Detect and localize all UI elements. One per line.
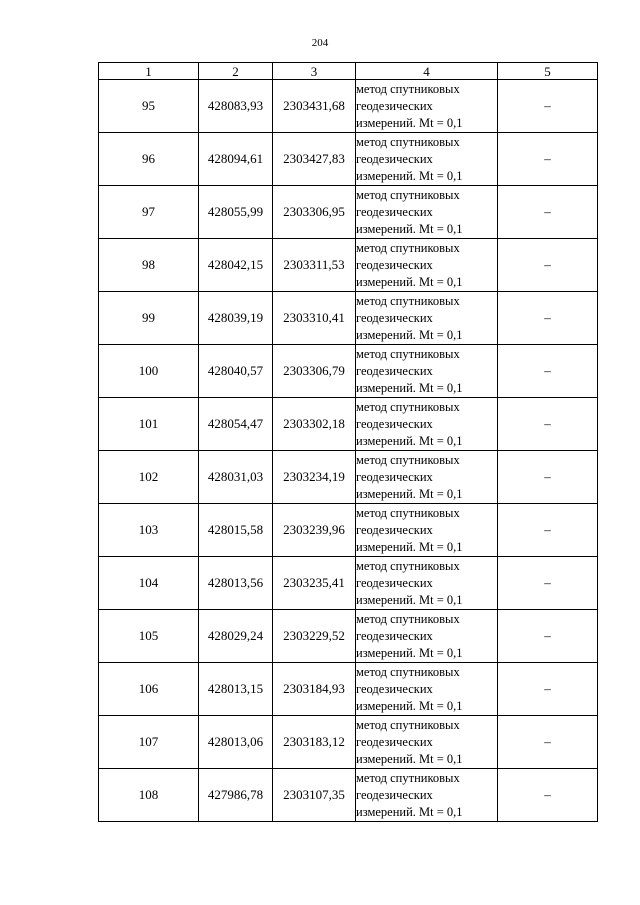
note-cell: – (498, 398, 598, 451)
method-line: геодезических (356, 469, 433, 484)
method-cell (356, 239, 498, 292)
y-coordinate-cell: 2303184,93 (273, 663, 356, 716)
x-coordinate-cell: 428055,99 (199, 186, 273, 239)
method-line: геодезических (356, 787, 433, 802)
table-row (99, 239, 598, 292)
header-row (99, 63, 598, 80)
header-col-1: 1 (99, 63, 199, 80)
x-coordinate-cell: 428013,56 (199, 557, 273, 610)
header-col-5: 5 (498, 63, 598, 80)
method-line: измерений. Mt = 0,1 (356, 274, 463, 289)
method-line: метод спутниковых (356, 505, 460, 520)
method-line: геодезических (356, 98, 433, 113)
note-cell: – (498, 80, 598, 133)
method-line: метод спутниковых (356, 346, 460, 361)
table-row (99, 610, 598, 663)
y-coordinate-cell: 2303311,53 (273, 239, 356, 292)
method-line: измерений. Mt = 0,1 (356, 592, 463, 607)
note-cell: – (498, 133, 598, 186)
note-cell: – (498, 239, 598, 292)
y-coordinate-cell: 2303235,41 (273, 557, 356, 610)
note-cell: – (498, 504, 598, 557)
method-line: измерений. Mt = 0,1 (356, 327, 463, 342)
y-coordinate-cell: 2303427,83 (273, 133, 356, 186)
table-row (99, 133, 598, 186)
header-col-3: 3 (273, 63, 356, 80)
table-row (99, 504, 598, 557)
method-line: геодезических (356, 151, 433, 166)
point-number-cell: 104 (99, 557, 199, 610)
method-line: геодезических (356, 416, 433, 431)
page-number: 204 (311, 37, 329, 49)
method-line: измерений. Mt = 0,1 (356, 698, 463, 713)
x-coordinate-cell: 428013,15 (199, 663, 273, 716)
header-col-4: 4 (356, 63, 498, 80)
point-number-cell: 107 (99, 716, 199, 769)
method-cell (356, 345, 498, 398)
method-line: измерений. Mt = 0,1 (356, 168, 463, 183)
x-coordinate-cell: 428083,93 (199, 80, 273, 133)
method-line: измерений. Mt = 0,1 (356, 751, 463, 766)
y-coordinate-cell: 2303229,52 (273, 610, 356, 663)
table-row (99, 769, 598, 822)
note-cell: – (498, 186, 598, 239)
y-coordinate-cell: 2303306,95 (273, 186, 356, 239)
y-coordinate-cell: 2303302,18 (273, 398, 356, 451)
point-number-cell: 101 (99, 398, 199, 451)
method-cell (356, 716, 498, 769)
method-line: геодезических (356, 681, 433, 696)
method-cell (356, 557, 498, 610)
method-line: измерений. Mt = 0,1 (356, 539, 463, 554)
method-line: геодезических (356, 628, 433, 643)
x-coordinate-cell: 428042,15 (199, 239, 273, 292)
y-coordinate-cell: 2303306,79 (273, 345, 356, 398)
table-row (99, 80, 598, 133)
method-line: измерений. Mt = 0,1 (356, 221, 463, 236)
method-line: измерений. Mt = 0,1 (356, 486, 463, 501)
point-number-cell: 105 (99, 610, 199, 663)
method-line: метод спутниковых (356, 664, 460, 679)
coordinates-table (98, 62, 598, 822)
method-line: метод спутниковых (356, 81, 460, 96)
y-coordinate-cell: 2303183,12 (273, 716, 356, 769)
method-cell (356, 80, 498, 133)
x-coordinate-cell: 428040,57 (199, 345, 273, 398)
method-line: метод спутниковых (356, 558, 460, 573)
method-line: измерений. Mt = 0,1 (356, 380, 463, 395)
table-row (99, 398, 598, 451)
method-line: метод спутниковых (356, 240, 460, 255)
header-col-2: 2 (199, 63, 273, 80)
x-coordinate-cell: 428029,24 (199, 610, 273, 663)
method-line: метод спутниковых (356, 399, 460, 414)
x-coordinate-cell: 428094,61 (199, 133, 273, 186)
note-cell: – (498, 769, 598, 822)
table-row (99, 292, 598, 345)
method-cell (356, 398, 498, 451)
point-number-cell: 95 (99, 80, 199, 133)
method-line: измерений. Mt = 0,1 (356, 115, 463, 130)
method-cell (356, 663, 498, 716)
table-row (99, 345, 598, 398)
point-number-cell: 102 (99, 451, 199, 504)
note-cell: – (498, 716, 598, 769)
note-cell: – (498, 663, 598, 716)
method-line: измерений. Mt = 0,1 (356, 645, 463, 660)
table-row (99, 663, 598, 716)
method-line: геодезических (356, 575, 433, 590)
method-line: метод спутниковых (356, 293, 460, 308)
method-line: метод спутниковых (356, 134, 460, 149)
point-number-cell: 98 (99, 239, 199, 292)
table-body (99, 80, 598, 822)
method-cell (356, 451, 498, 504)
x-coordinate-cell: 428054,47 (199, 398, 273, 451)
method-line: метод спутниковых (356, 717, 460, 732)
method-line: геодезических (356, 310, 433, 325)
method-line: геодезических (356, 522, 433, 537)
point-number-cell: 103 (99, 504, 199, 557)
y-coordinate-cell: 2303239,96 (273, 504, 356, 557)
y-coordinate-cell: 2303234,19 (273, 451, 356, 504)
method-line: геодезических (356, 734, 433, 749)
point-number-cell: 96 (99, 133, 199, 186)
point-number-cell: 108 (99, 769, 199, 822)
x-coordinate-cell: 428031,03 (199, 451, 273, 504)
table-row (99, 716, 598, 769)
x-coordinate-cell: 428039,19 (199, 292, 273, 345)
method-line: метод спутниковых (356, 187, 460, 202)
y-coordinate-cell: 2303431,68 (273, 80, 356, 133)
x-coordinate-cell: 428015,58 (199, 504, 273, 557)
method-line: геодезических (356, 204, 433, 219)
method-line: измерений. Mt = 0,1 (356, 433, 463, 448)
point-number-cell: 99 (99, 292, 199, 345)
point-number-cell: 106 (99, 663, 199, 716)
note-cell: – (498, 557, 598, 610)
note-cell: – (498, 345, 598, 398)
table-row (99, 186, 598, 239)
method-cell (356, 292, 498, 345)
method-cell (356, 504, 498, 557)
method-cell (356, 769, 498, 822)
table-header (99, 63, 598, 80)
method-line: метод спутниковых (356, 452, 460, 467)
x-coordinate-cell: 428013,06 (199, 716, 273, 769)
method-cell (356, 610, 498, 663)
y-coordinate-cell: 2303107,35 (273, 769, 356, 822)
x-coordinate-cell: 427986,78 (199, 769, 273, 822)
note-cell: – (498, 292, 598, 345)
method-cell (356, 186, 498, 239)
method-line: метод спутниковых (356, 770, 460, 785)
method-line: метод спутниковых (356, 611, 460, 626)
point-number-cell: 100 (99, 345, 199, 398)
y-coordinate-cell: 2303310,41 (273, 292, 356, 345)
method-line: геодезических (356, 363, 433, 378)
table-row (99, 451, 598, 504)
point-number-cell: 97 (99, 186, 199, 239)
method-line: измерений. Mt = 0,1 (356, 804, 463, 819)
note-cell: – (498, 610, 598, 663)
table-row (99, 557, 598, 610)
note-cell: – (498, 451, 598, 504)
method-line: геодезических (356, 257, 433, 272)
method-cell (356, 133, 498, 186)
